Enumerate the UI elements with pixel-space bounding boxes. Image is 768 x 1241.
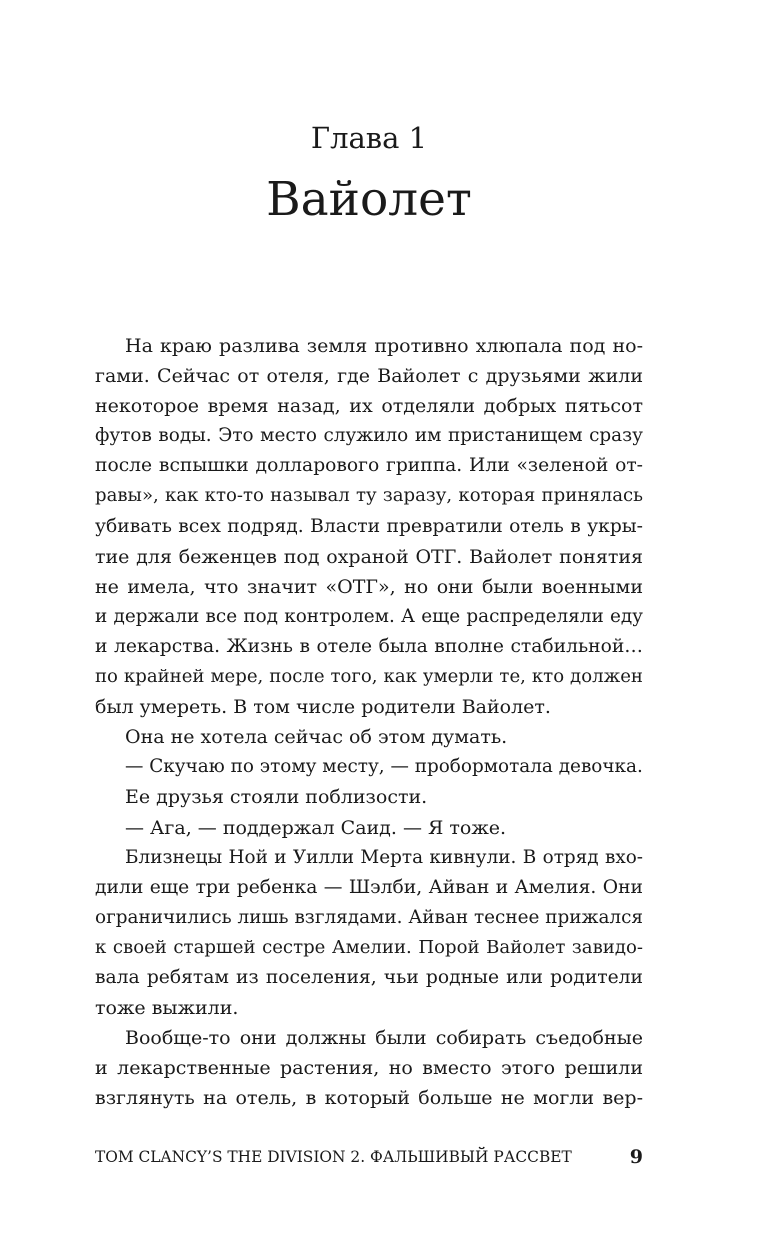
text-line: по крайней мере, после того, как умерли те, кто должен [95,666,643,688]
text-line: Близнецы Ной и Уилли Мерта кивнули. В отряд вхо- [125,846,643,868]
running-footer-title: TOM CLANCY’S THE DIVISION 2. ФАЛЬШИВЫЙ РАССВЕТ [95,1148,572,1166]
text-line: — Ага, — поддержал Саид. — Я тоже. [125,816,507,839]
text-line: к своей старшей сестре Амелии. Порой Вайолет завидо- [95,936,643,958]
text-line: после вспышки долларового гриппа. Или «зеленой от- [95,455,643,477]
text-line: и держали все под контролем. А еще распределяли еду [95,605,643,627]
text-line: Вообще-то они должны были собирать съедобные [125,1027,643,1050]
text-line: футов воды. Это место служило им пристанищем сразу [95,425,643,447]
text-line: не имела, что значит «ОТГ», но они были военными [95,575,643,598]
text-line: дили еще три ребенка — Шэлби, Айван и Амелия. Они [95,876,643,898]
page-footer [95,1143,643,1171]
text-line: — Скучаю по этому месту, — пробормотала девочка. [125,756,643,778]
text-line: некоторое время назад, их отделяли добрых пятьсот [95,395,643,418]
text-line: Ее друзья стояли поблизости. [125,786,428,809]
text-line: был умереть. В том числе родители Вайолет. [95,696,551,719]
text-line: тие для беженцев под охраной ОТГ. Вайолет понятия [95,545,643,568]
chapter-title: Вайолет [266,172,472,227]
text-line: равы», как кто-то называл ту заразу, которая принялась [95,485,643,507]
text-line: На краю разлива земля противно хлюпала под но- [125,335,643,357]
text-line: ограничились лишь взглядами. Айван теснее прижался [95,906,643,928]
text-line: Она не хотела сейчас об этом думать. [125,726,508,749]
text-line: гами. Сейчас от отеля, где Вайолет с друзьями жили [95,365,643,388]
page-number: 9 [629,1146,643,1168]
text-line: вала ребятам из поселения, чьи родные или родители [95,966,643,988]
text-line: и лекарственные растения, но вместо этого решили [95,1057,643,1080]
text-line: тоже выжили. [95,997,239,1020]
text-line: взглянуть на отель, в который больше не могли вер- [95,1087,643,1110]
text-line: убивать всех подряд. Власти превратили отель в укры- [95,515,643,537]
body-text [95,331,643,1113]
chapter-number: Глава 1 [310,121,428,155]
text-line: и лекарства. Жизнь в отеле была вполне стабильной… [95,635,643,657]
